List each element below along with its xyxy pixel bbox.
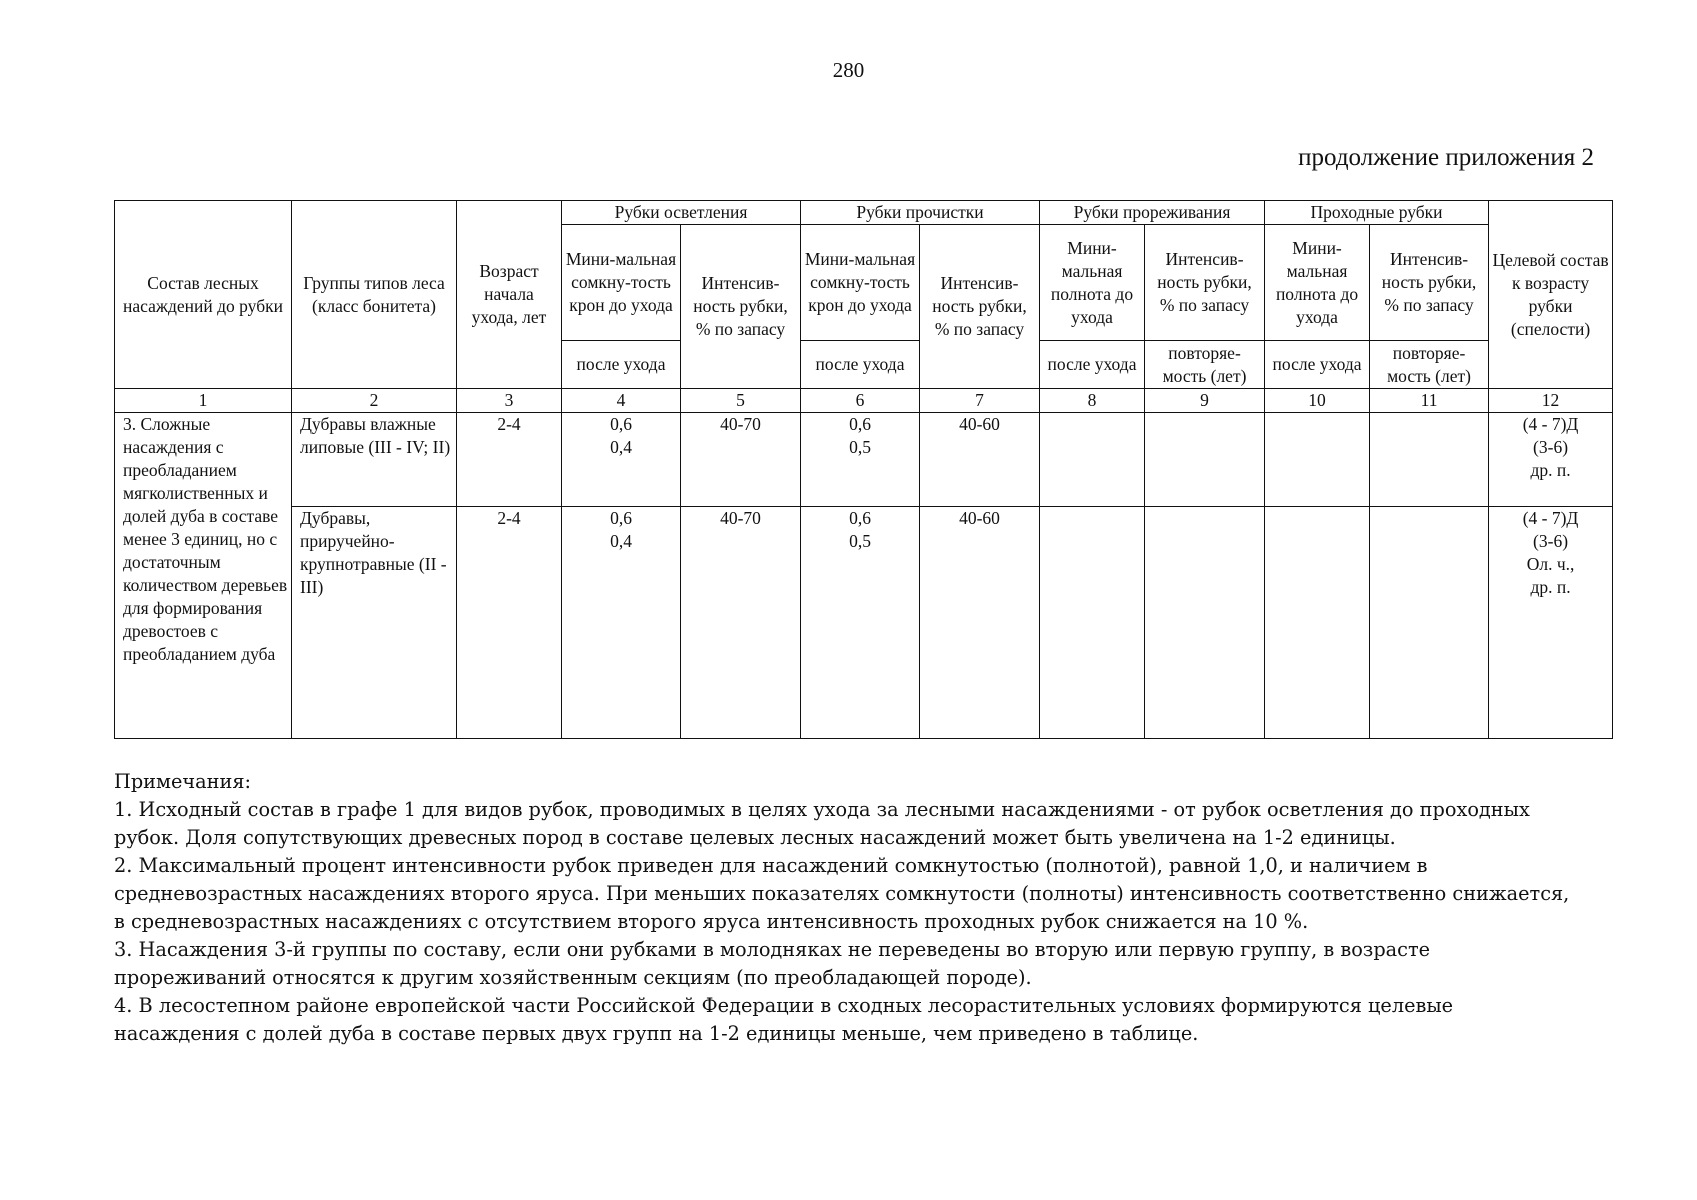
header-group-prochistka: Рубки прочистки	[801, 201, 1040, 225]
header-forest-type-groups: Группы типов леса (класс бонитета)	[292, 201, 457, 389]
start-age-cell: 2-4	[457, 507, 562, 739]
target-composition-cell	[1489, 413, 1613, 507]
closure-cleaning-cell	[562, 507, 681, 739]
page-number: 280	[832, 58, 865, 82]
header-group-cleaning: Рубки осветления	[562, 201, 801, 225]
note-line: 3. Насаждения 3-й группы по составу, если они рубками в молодняках не переведены во вторую или первую группу, в возрасте	[114, 938, 1431, 961]
target-line: (4 - 7)Д	[1522, 414, 1579, 434]
header-intensity-passage: Интенсив-ность рубки, % по запасу	[1370, 225, 1489, 341]
column-number: 7	[920, 389, 1040, 413]
appendix-continuation-label: продолжение приложения 2	[1298, 144, 1594, 171]
forest-type-cell: Дубравы влажные липовые (III - IV; II)	[292, 413, 457, 507]
silviculture-table	[114, 200, 1613, 739]
empty-cell	[1040, 413, 1145, 507]
column-number: 11	[1370, 389, 1489, 413]
column-number: 4	[562, 389, 681, 413]
column-number: 3	[457, 389, 562, 413]
note-line: насаждения с долей дуба в составе первых двух групп на 1-2 единицы меньше, чем приведено в таблице.	[114, 1022, 1199, 1045]
column-number: 1	[115, 389, 292, 413]
target-line: Ол. ч.,	[1526, 554, 1575, 574]
header-min-density-thinning: Мини-мальная полнота до ухода	[1040, 225, 1145, 341]
target-line: др. п.	[1530, 460, 1571, 480]
column-number-row	[115, 389, 1613, 413]
note-line: средневозрастных насаждениях второго яруса. При меньших показателях сомкнутости (полноты) интенсивность соответственно снижается,	[114, 882, 1570, 905]
intensity-cleaning-cell: 40-70	[681, 413, 801, 507]
header-intensity-cleaning: Интенсив-ность рубки, % по запасу	[681, 225, 801, 389]
empty-cell	[1265, 507, 1370, 739]
column-number: 12	[1489, 389, 1613, 413]
value-after: 0,5	[849, 531, 871, 551]
column-number: 2	[292, 389, 457, 413]
header-target-composition: Целевой состав к возрасту рубки (спелости)	[1489, 201, 1613, 389]
header-group-thinning: Рубки прореживания	[1040, 201, 1265, 225]
header-min-density-passage: Мини-мальная полнота до ухода	[1265, 225, 1370, 341]
header-intensity-prochistka: Интенсив-ность рубки, % по запасу	[920, 225, 1040, 389]
table-row	[115, 507, 1613, 739]
column-number: 9	[1145, 389, 1265, 413]
header-repeat-thinning: повторяе-мость (лет)	[1145, 341, 1265, 389]
intensity-prochistka-cell: 40-60	[920, 507, 1040, 739]
start-age-cell: 2-4	[457, 413, 562, 507]
column-number: 8	[1040, 389, 1145, 413]
value-after: 0,5	[849, 437, 871, 457]
header-composition: Состав лесных насаждений до рубки	[115, 201, 292, 389]
empty-cell	[1370, 413, 1489, 507]
intensity-prochistka-cell: 40-60	[920, 413, 1040, 507]
intensity-cleaning-cell: 40-70	[681, 507, 801, 739]
header-after-cleaning: после ухода	[562, 341, 681, 389]
forest-type-cell: Дубравы, приручейно-крупнотравные (II - III)	[292, 507, 457, 739]
note-line: 2. Максимальный процент интенсивности рубок приведен для насаждений сомкнутостью (полнотой), равной 1,0, и наличием в	[114, 854, 1428, 877]
header-after-prochistka: после ухода	[801, 341, 920, 389]
closure-cleaning-cell	[562, 413, 681, 507]
column-number: 5	[681, 389, 801, 413]
target-composition-cell	[1489, 507, 1613, 739]
note-line: прореживаний относятся к другим хозяйственным секциям (по преобладающей породе).	[114, 966, 1032, 989]
closure-prochistka-cell	[801, 507, 920, 739]
header-min-closure-prochistka: Мини-мальная сомкну-тость крон до ухода	[801, 225, 920, 341]
header-min-closure-cleaning: Мини-мальная сомкну-тость крон до ухода	[562, 225, 681, 341]
target-line: (4 - 7)Д	[1522, 508, 1579, 528]
column-number: 6	[801, 389, 920, 413]
value-after: 0,4	[610, 531, 632, 551]
empty-cell	[1145, 507, 1265, 739]
closure-prochistka-cell	[801, 413, 920, 507]
note-line: 1. Исходный состав в графе 1 для видов рубок, проводимых в целях ухода за лесными насаждениями - от рубок осветления до проходных	[114, 798, 1530, 821]
notes-title: Примечания:	[114, 770, 252, 793]
header-after-thinning: после ухода	[1040, 341, 1145, 389]
header-intensity-thinning: Интенсив-ность рубки, % по запасу	[1145, 225, 1265, 341]
target-line: др. п.	[1530, 577, 1571, 597]
header-after-passage: после ухода	[1265, 341, 1370, 389]
empty-cell	[1145, 413, 1265, 507]
column-number: 10	[1265, 389, 1370, 413]
target-line: (3-6)	[1533, 531, 1569, 551]
value-before: 0,6	[849, 508, 871, 528]
header-repeat-passage: повторяе-мость (лет)	[1370, 341, 1489, 389]
value-before: 0,6	[610, 414, 632, 434]
note-line: 4. В лесостепном районе европейской части Российской Федерации в сходных лесорастительных условиях формируются целевые	[114, 994, 1454, 1017]
empty-cell	[1265, 413, 1370, 507]
header-group-passage: Проходные рубки	[1265, 201, 1489, 225]
note-line: рубок. Доля сопутствующих древесных пород в составе целевых лесных насаждений может быть увеличена на 1-2 единицы.	[114, 826, 1396, 849]
notes-section	[114, 768, 1614, 1048]
empty-cell	[1370, 507, 1489, 739]
value-before: 0,6	[849, 414, 871, 434]
empty-cell	[1040, 507, 1145, 739]
note-line: в средневозрастных насаждениях с отсутствием второго яруса интенсивность проходных рубок снижается на 10 %.	[114, 910, 1309, 933]
value-before: 0,6	[610, 508, 632, 528]
group-label-cell: 3. Сложные насаждения с преобладанием мягколиственных и долей дуба в составе менее 3 единиц, но с достаточным количеством деревьев для формирования древостоев с преобладанием дуба	[115, 413, 292, 739]
header-start-age: Возраст начала ухода, лет	[457, 201, 562, 389]
value-after: 0,4	[610, 437, 632, 457]
target-line: (3-6)	[1533, 437, 1569, 457]
table-row	[115, 413, 1613, 507]
